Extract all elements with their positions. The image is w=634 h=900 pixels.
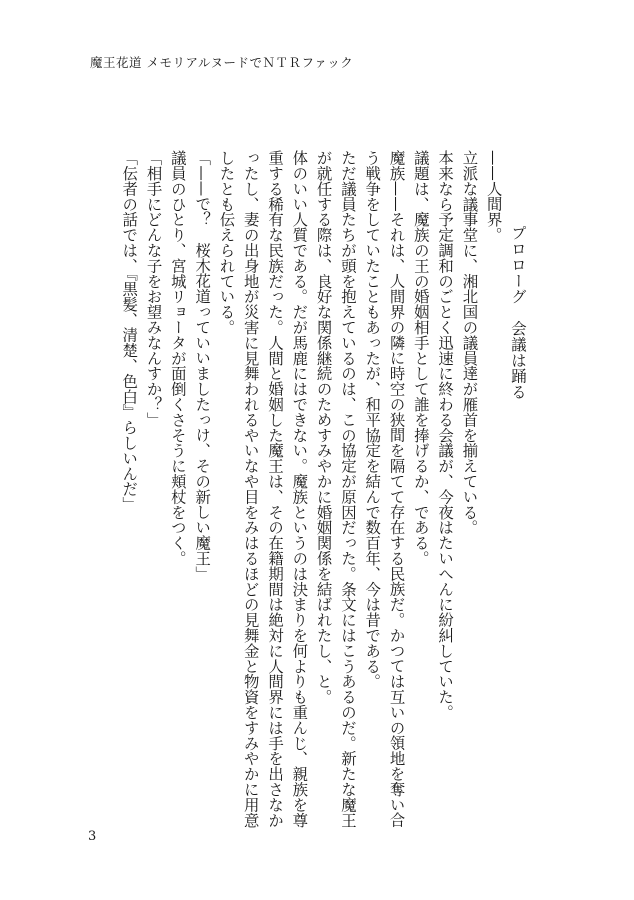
paragraph: ただ議員たちが頭を抱えているのは、この協定が原因だった。条文にはこうあるのだ。新たな魔王が就任する際は、良好な関係継続のためすみやかに婚姻関係を結ばれたし、と。	[314, 150, 357, 828]
dialogue-line: 「——で？ 桜木花道っていいましたっけ、その新しい魔王」	[193, 150, 212, 582]
chapter-title: プロローグ 会議は踊る	[509, 225, 527, 400]
paragraph: 議員のひとり、宮城リョータが面倒くさそうに頬杖をつく。	[168, 150, 187, 566]
dialogue-line: 「相手にどんな子をお望みなんすか？」	[144, 150, 163, 428]
paragraph: 体のいい人質である。だが馬鹿にはできない。魔族というのは決まりを何よりも重んじ、親族を尊重する稀有な民族だった。人間と婚姻した魔王は、その在籍期間は絶対に人間界には手を出さなかったし、妻の出身地が災害に見舞われるやいなや目をみはるほどの見舞金と物資をすみやかに用意したとも伝えられている。	[217, 150, 309, 828]
paragraph: 魔族——それは、人間界の隣に時空の狭間を隔てて存在する民族だ。かつては互いの領地を奪い合う戦争をしていたこともあったが、和平協定を結んで数百年、今は昔である。	[363, 150, 406, 828]
dialogue-line: 「伝者の話では、『黒髪、清楚、色白』らしいんだ」	[120, 150, 139, 512]
paragraph: 本来なら予定調和のごとく迅速に終わる会議が、今夜はたいへんに紛糾していた。	[436, 150, 455, 720]
running-header: 魔王花道 メモリアルヌードでＮＴＲファック	[90, 55, 354, 70]
paragraph: 議題は、魔族の王の婚姻相手として誰を捧げるか、である。	[411, 150, 430, 566]
vertical-body-text	[70, 150, 530, 830]
paragraph: ——人間界。	[484, 150, 503, 243]
paragraph: 立派な議事堂に、湘北国の議員達が雁首を揃えている。	[460, 150, 479, 535]
page-number: 3	[88, 829, 97, 844]
